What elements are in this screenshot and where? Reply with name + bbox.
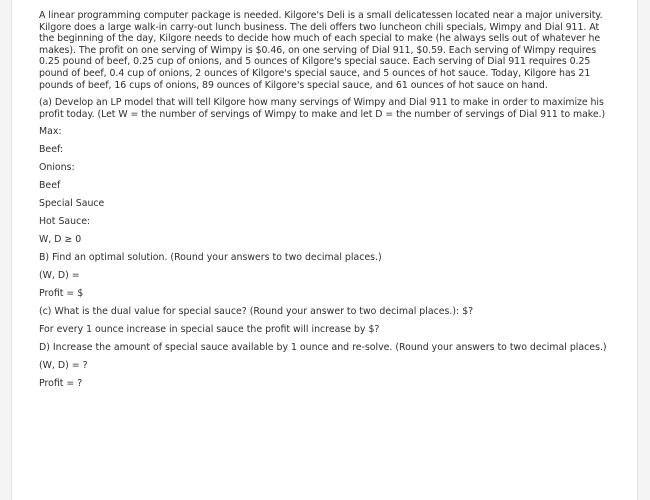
document-page	[11, 0, 638, 500]
constraint-special-sauce-label: Special Sauce	[39, 198, 105, 210]
problem-intro: A linear programming computer package is needed. Kilgore's Deli is a small delicatessen located near a major university. Kilgore does a large walk-in carry-out lunch business. The deli offers two luncheon chili specials, Wimpy and Dial 911. At the beginning of the day, Kilgore needs to decide how much of each special to make (he always sells out of whatever he makes). The profit on one serving of Wimpy is $0.46, on one serving of Dial 911, $0.59. Each serving of Wimpy requires 0.25 pound of beef, 0.25 cup of onions, and 5 ounces of Kilgore's special sauce. Each serving of Dial 911 requires 0.25 pound of beef, 0.4 cup of onions, 2 ounces of Kilgore's special sauce, and 5 ounces of hot sauce. Today, Kilgore has 21 pounds of beef, 16 cups of onions, 89 ounces of Kilgore's special sauce, and 61 ounces of hot sauce on hand.	[39, 10, 603, 91]
part-d-profit-answer: Profit = ?	[39, 378, 83, 390]
problem-content	[39, 10, 609, 396]
constraint-onions-label: Onions:	[39, 162, 75, 174]
part-a-prompt: (a) Develop an LP model that will tell Kilgore how many servings of Wimpy and Dial 911 to make in order to maximize his profit today. (Let W = the number of servings of Wimpy to make and let D = the number of servings of Dial 911 to make.)	[39, 97, 606, 120]
part-c-followup: For every 1 ounce increase in special sauce the profit will increase by $?	[39, 324, 380, 336]
part-c-prompt: (c) What is the dual value for special sauce? (Round your answer to two decimal places.): $?	[39, 306, 474, 318]
part-d-wd-answer: (W, D) = ?	[39, 360, 88, 372]
constraint-hot-sauce-label: Hot Sauce:	[39, 216, 91, 228]
nonnegativity-constraint: W, D ≥ 0	[39, 234, 82, 246]
part-b-wd-answer: (W, D) =	[39, 270, 80, 282]
constraint-beef-label: Beef:	[39, 144, 64, 156]
part-d-prompt: D) Increase the amount of special sauce available by 1 ounce and re-solve. (Round your answers to two decimal places.)	[39, 342, 607, 354]
objective-max-label: Max:	[39, 126, 62, 138]
constraint-beef-label-2: Beef	[39, 180, 61, 192]
part-b-profit-answer: Profit = $	[39, 288, 84, 300]
part-b-prompt: B) Find an optimal solution. (Round your answers to two decimal places.)	[39, 252, 382, 264]
